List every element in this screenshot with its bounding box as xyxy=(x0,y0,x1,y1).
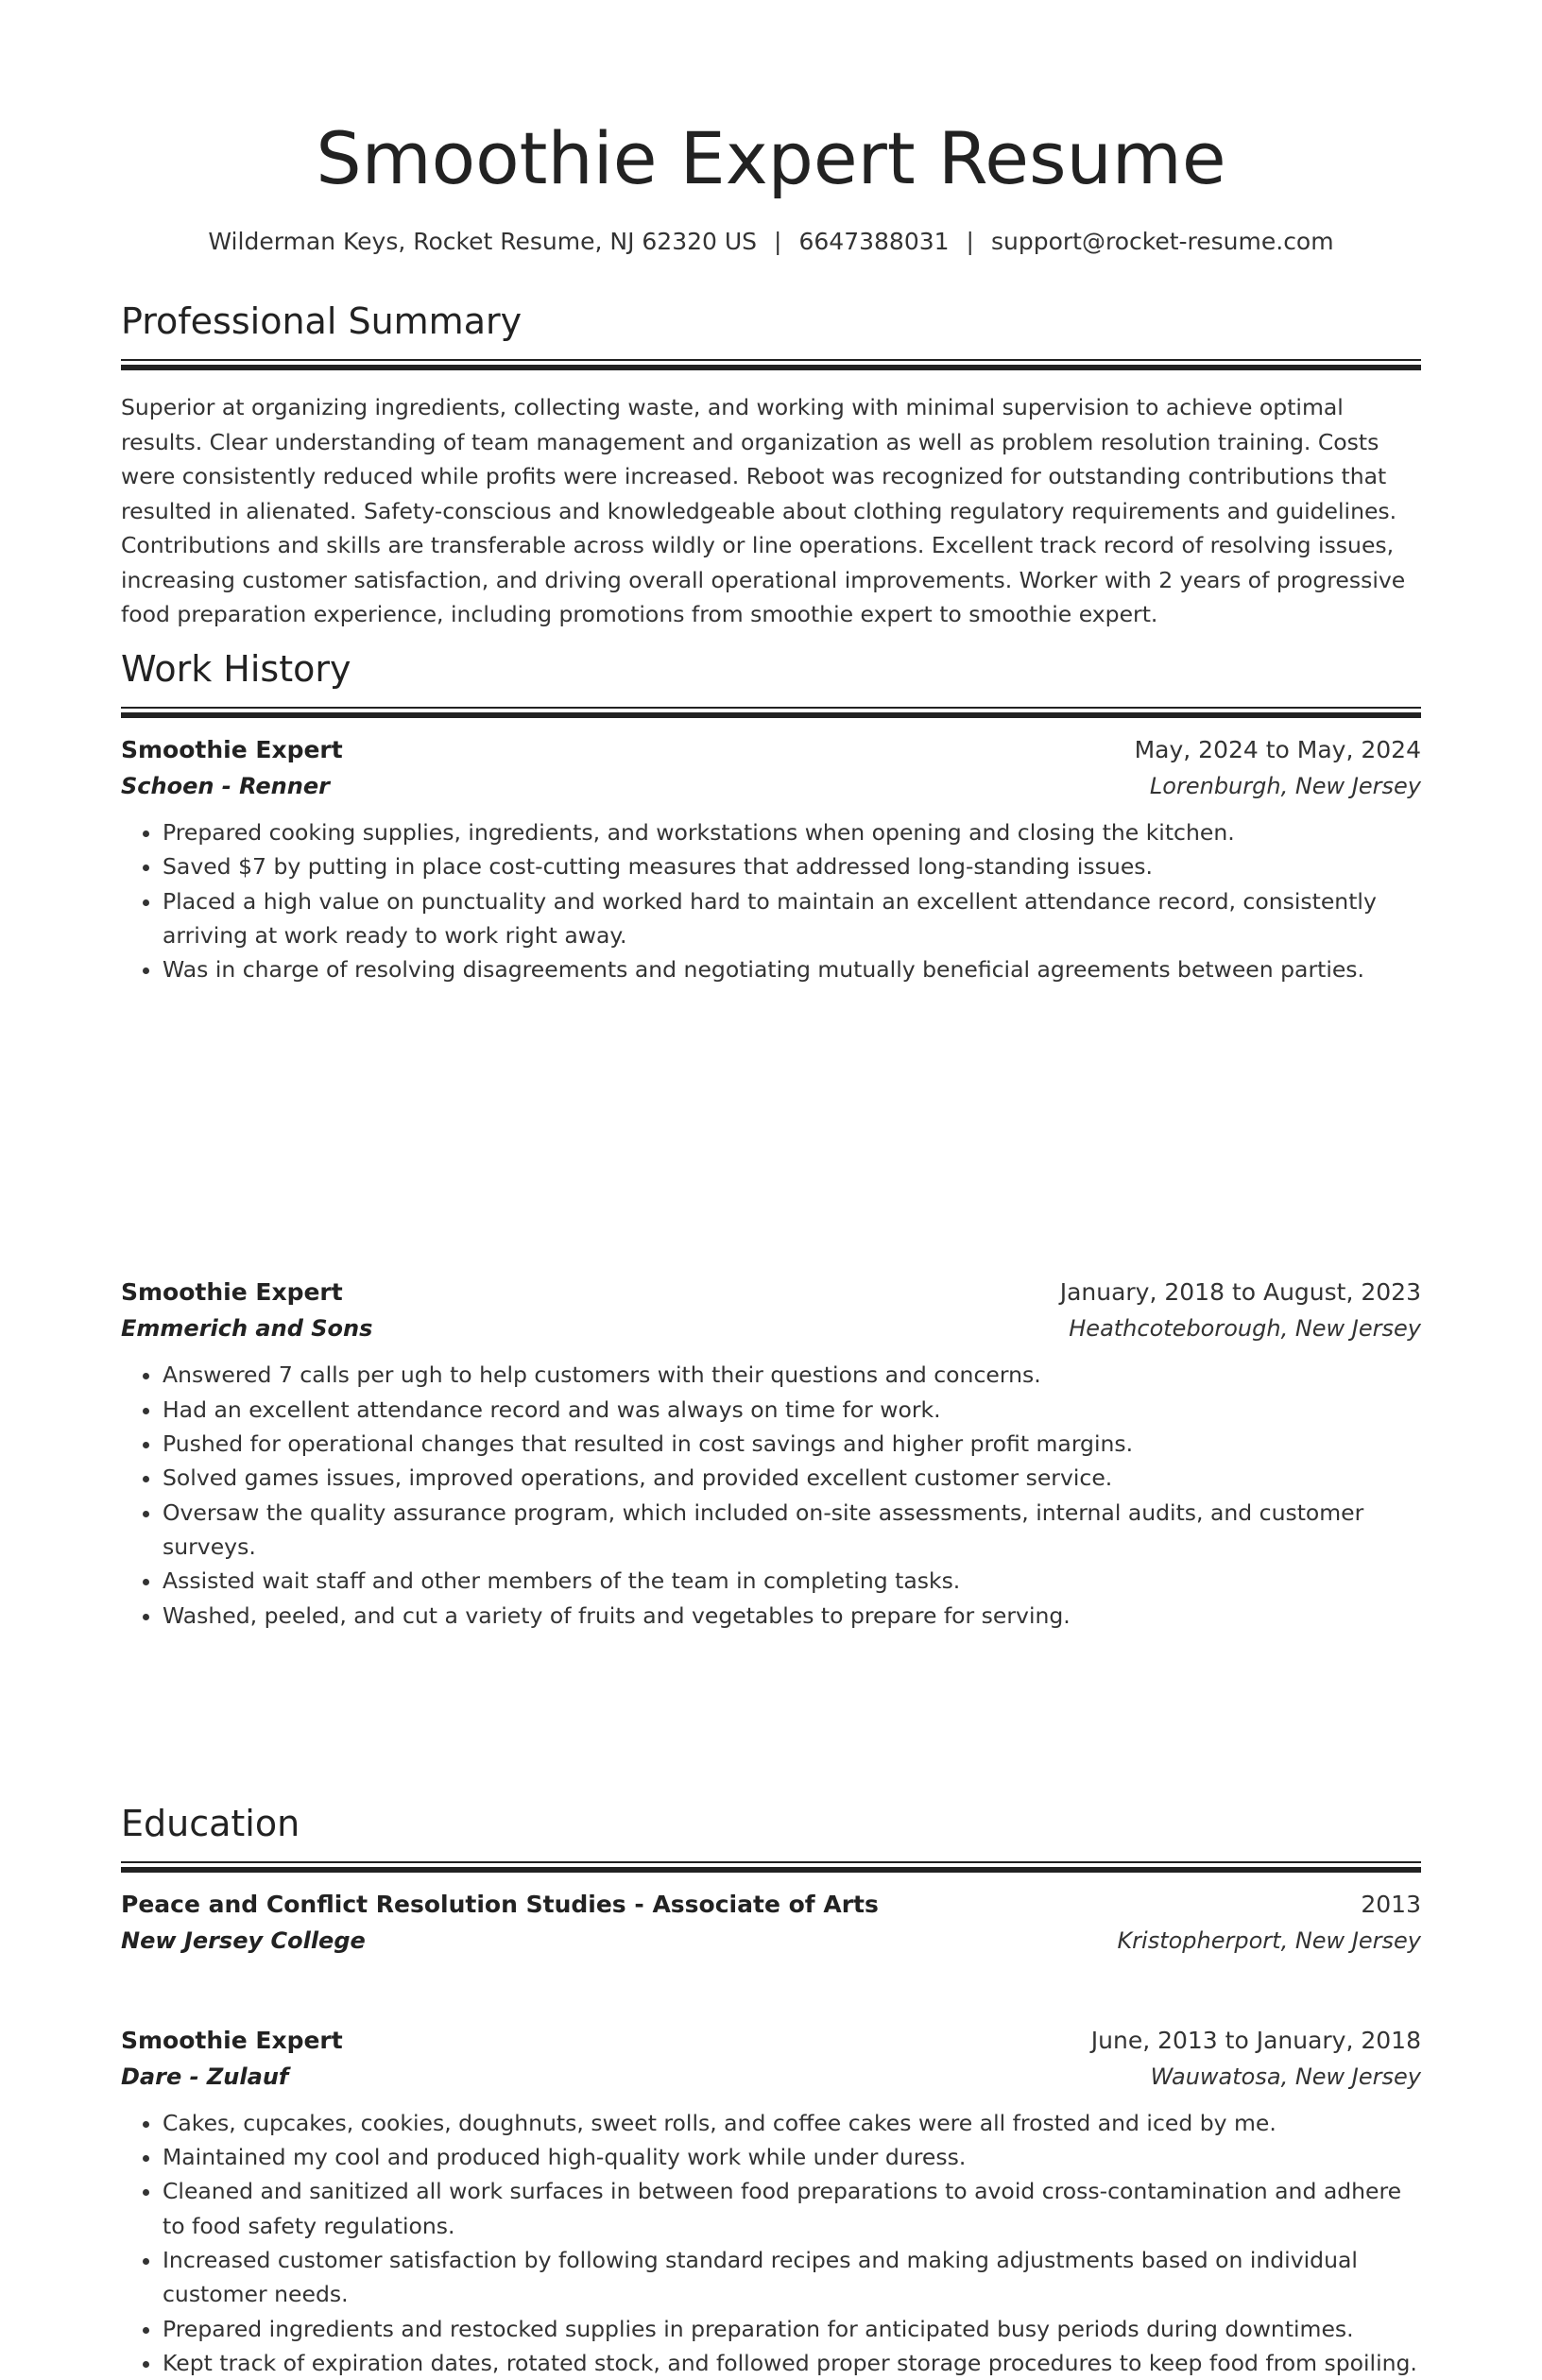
list-item: • Answered 7 calls per ugh to help customers with their questions and concerns. xyxy=(163,1358,1421,1392)
education-section xyxy=(121,1801,1421,1874)
education-heading: Education xyxy=(121,1803,300,1844)
job-title: Smoothie Expert xyxy=(121,2026,343,2054)
job-bullet-list xyxy=(121,1358,1421,1632)
summary-section xyxy=(121,299,1421,632)
list-item: • Prepared ingredients and restocked supplies in preparation for anticipated busy periods during downtimes. xyxy=(163,2312,1421,2346)
list-item: • Saved $7 by putting in place cost-cutting measures that addressed long-standing issues. xyxy=(163,849,1421,883)
job-company: Schoen - Renner xyxy=(121,773,330,799)
section-divider xyxy=(121,1861,1421,1874)
job-location: Wauwatosa, New Jersey xyxy=(1150,2063,1421,2090)
list-item: • Prepared cooking supplies, ingredients, and workstations when opening and closing the kitchen. xyxy=(163,815,1421,849)
list-item: • Placed a high value on punctuality and worked hard to maintain an excellent attendance record, consistently arriving at work ready to work right away. xyxy=(163,884,1421,953)
job-location: Lorenburgh, New Jersey xyxy=(1149,773,1421,799)
job-entry xyxy=(121,732,1421,986)
education-year: 2013 xyxy=(1361,1891,1421,1918)
resume-page xyxy=(121,0,1421,2376)
list-item: • Kept track of expiration dates, rotated stock, and followed proper storage procedures to keep food from spoiling. xyxy=(163,2346,1421,2380)
summary-text: Superior at organizing ingredients, collecting waste, and working with minimal supervision to achieve optimal results. Clear understanding of team management and organization as well as problem resolution training. Costs were consistently reduced while profits were increased. Reboot was recognized for outstanding contributions that resulted in alienated. Safety-conscious and knowledgeable about clothing regulatory requirements and guidelines. Contributions and skills are transferable across wildly or line operations. Excellent track record of resolving issues, increasing customer satisfaction, and driving overall operational improvements. Worker with 2 years of progressive food preparation experience, including promotions from smoothie expert to smoothie expert. xyxy=(121,394,1406,627)
summary-heading: Professional Summary xyxy=(121,300,523,342)
job-bullet-list xyxy=(121,815,1421,986)
education-entry xyxy=(121,1887,1421,1959)
list-item: • Had an excellent attendance record and was always on time for work. xyxy=(163,1393,1421,1427)
list-item: • Maintained my cool and produced high-quality work while under duress. xyxy=(163,2140,1421,2174)
list-item: • Washed, peeled, and cut a variety of fruits and vegetables to prepare for serving. xyxy=(163,1599,1421,1633)
education-degree: Peace and Conflict Resolution Studies - Associate of Arts xyxy=(121,1891,879,1918)
job-title: Smoothie Expert xyxy=(121,1278,343,1307)
list-item: • Assisted wait staff and other members of the team in completing tasks. xyxy=(163,1564,1421,1598)
job-location: Heathcoteborough, New Jersey xyxy=(1069,1315,1421,1343)
job-entry xyxy=(121,1275,1421,1632)
education-school: New Jersey College xyxy=(121,1927,366,1954)
job-dates: May, 2024 to May, 2024 xyxy=(1134,736,1421,763)
job-company: Emmerich and Sons xyxy=(121,1315,373,1343)
section-divider xyxy=(121,359,1421,371)
contact-separator: | xyxy=(966,228,974,255)
section-divider xyxy=(121,707,1421,719)
list-item: • Was in charge of resolving disagreements and negotiating mutually beneficial agreements between parties. xyxy=(163,952,1421,986)
job-dates: January, 2018 to August, 2023 xyxy=(1059,1278,1421,1307)
contact-email: support@rocket-resume.com xyxy=(990,228,1334,255)
list-item: • Pushed for operational changes that resulted in cost savings and higher profit margins. xyxy=(163,1427,1421,1461)
contact-line xyxy=(121,225,1421,259)
education-location: Kristopherport, New Jersey xyxy=(1117,1927,1421,1954)
resume-title: Smoothie Expert Resume xyxy=(316,116,1226,200)
list-item: • Cleaned and sanitized all work surfaces in between food preparations to avoid cross-contamination and adhere to food safety regulations. xyxy=(163,2174,1421,2243)
job-entry xyxy=(121,2023,1421,2380)
contact-address: Wilderman Keys, Rocket Resume, NJ 62320 US xyxy=(208,228,758,255)
contact-phone: 6647388031 xyxy=(798,228,950,255)
list-item: • Solved games issues, improved operations, and provided excellent customer service. xyxy=(163,1461,1421,1495)
work-heading: Work History xyxy=(121,648,351,690)
job-bullet-list xyxy=(121,2106,1421,2380)
job-company: Dare - Zulauf xyxy=(121,2063,289,2090)
list-item: • Oversaw the quality assurance program, which included on-site assessments, internal audits, and customer surveys. xyxy=(163,1496,1421,1565)
list-item: • Cakes, cupcakes, cookies, doughnuts, sweet rolls, and coffee cakes were all frosted and iced by me. xyxy=(163,2106,1421,2140)
job-dates: June, 2013 to January, 2018 xyxy=(1090,2026,1421,2054)
list-item: • Increased customer satisfaction by following standard recipes and making adjustments based on individual customer needs. xyxy=(163,2243,1421,2312)
job-title: Smoothie Expert xyxy=(121,736,343,763)
contact-separator: | xyxy=(774,228,782,255)
work-section xyxy=(121,646,1421,719)
